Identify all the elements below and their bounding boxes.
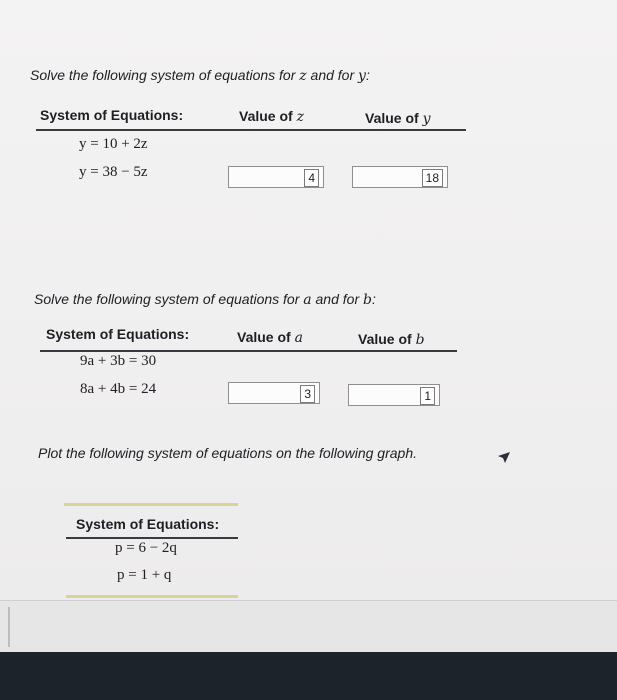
section2-header-system: System of Equations: [46, 326, 190, 342]
section2-header-value2: Value of b [358, 331, 425, 348]
bottom-strip [0, 600, 617, 653]
section3-bottom-rule [66, 595, 238, 598]
section1-answer-z-value: 4 [304, 169, 319, 187]
section3-prompt: Plot the following system of equations on the following graph. [38, 445, 418, 461]
section2-answer-a-value: 3 [300, 385, 315, 403]
section2-answer-b-input[interactable] [348, 384, 440, 406]
section2-equation-1: 9a + 3b = 30 [80, 353, 157, 369]
section3-equation-2: p = 1 + q [117, 567, 172, 583]
screen-bottom-bar [0, 652, 617, 700]
section1-header-system: System of Equations: [40, 107, 184, 123]
section1-prompt: Solve the following system of equations for z and for y: [30, 67, 370, 84]
section1-answer-y-input[interactable] [352, 166, 448, 188]
section3-top-rule [64, 503, 238, 506]
section2-header-rule [40, 350, 457, 352]
section1-equation-1: y = 10 + 2z [79, 136, 148, 152]
section2-answer-a-input[interactable] [228, 382, 320, 404]
section2-prompt: Solve the following system of equations for a and for b: [34, 291, 376, 308]
section1-header-value1: Value of z [239, 108, 304, 125]
section1-answer-y-value: 18 [422, 169, 443, 187]
section1-header-rule [36, 129, 466, 131]
section1-header-value2: Value of y [365, 110, 431, 127]
section3-equation-1: p = 6 − 2q [115, 540, 177, 556]
section1-var2: y [358, 68, 366, 84]
strip-divider [8, 607, 10, 647]
section2-var1: a [303, 292, 312, 308]
section1-equation-2: y = 38 − 5z [79, 164, 148, 180]
section3-header-system: System of Equations: [76, 516, 220, 532]
section2-answer-b-value: 1 [420, 387, 435, 405]
section2-equation-2: 8a + 4b = 24 [80, 381, 157, 397]
section1-var1: z [299, 68, 307, 84]
section2-var2: b [363, 292, 372, 308]
section2-header-value1: Value of a [237, 329, 303, 346]
mouse-pointer-icon [497, 450, 511, 464]
section1-answer-z-input[interactable] [228, 166, 324, 188]
section3-header-rule [66, 537, 238, 539]
